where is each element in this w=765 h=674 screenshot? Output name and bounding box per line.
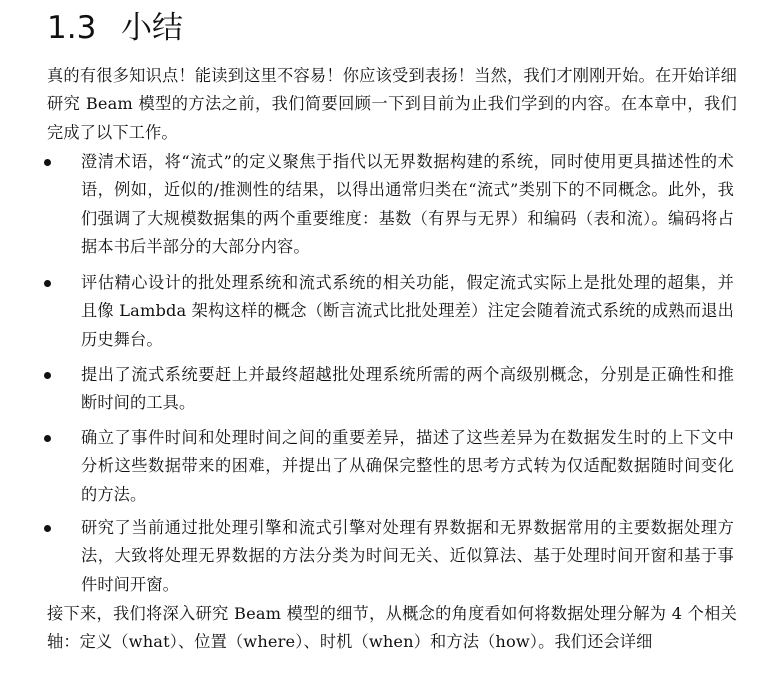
list-item-text: 研究了当前通过批处理引擎和流式引擎对处理有界数据和无界数据常用的主要数据处理方法，大致将处理无界数据的方法分类为时间无关、近似算法、基于处理时间开窗和基于事件时间开窗。 bbox=[81, 518, 734, 594]
bullet-icon bbox=[44, 372, 51, 379]
list-item-text: 评估精心设计的批处理系统和流式系统的相关功能，假定流式实际上是批处理的超集，并且像 Lambda 架构这样的概念（断言流式比批处理差）注定会随着流式系统的成熟而退出历史舞台。 bbox=[81, 273, 734, 349]
intro-paragraph: 真的有很多知识点！能读到这里不容易！你应该受到表扬！当然，我们才刚刚开始。在开始详细研究 Beam 模型的方法之前，我们简要回顾一下到目前为止我们学到的内容。在本章中，我们完成了以下工作。 bbox=[47, 66, 737, 142]
list-item-text: 澄清术语，将“流式”的定义聚焦于指代以无界数据构建的系统，同时使用更具描述性的术语，例如，近似的/推测性的结果，以得出通常归类在“流式”类别下的不同概念。此外，我们强调了大规模数据集的两个重要维度：基数（有界与无界）和编码（表和流）。编码将占据本书后半部分的大部分内容。 bbox=[81, 152, 734, 256]
list-item-text: 确立了事件时间和处理时间之间的重要差异，描述了这些差异为在数据发生时的上下文中分析这些数据带来的困难，并提出了从确保完整性的思考方式转为仅适配数据随时间变化的方法。 bbox=[81, 428, 734, 504]
closing-paragraph: 接下来，我们将深入研究 Beam 模型的细节，从概念的角度看如何将数据处理分解为 4 个相关轴：定义（what）、位置（where）、时机（when）和方法（how）。我们还会详细 bbox=[47, 604, 737, 652]
bullet-icon bbox=[44, 159, 51, 166]
list-item-text: 提出了流式系统要赶上并最终超越批处理系统所需的两个高级别概念，分别是正确性和推断时间的工具。 bbox=[81, 365, 734, 413]
bullet-icon bbox=[44, 280, 51, 287]
bullet-icon bbox=[44, 435, 51, 442]
section-title: 小结 bbox=[121, 10, 183, 46]
section-number: 1.3 bbox=[47, 10, 97, 46]
bullet-icon bbox=[44, 525, 51, 532]
section-heading bbox=[47, 8, 183, 48]
